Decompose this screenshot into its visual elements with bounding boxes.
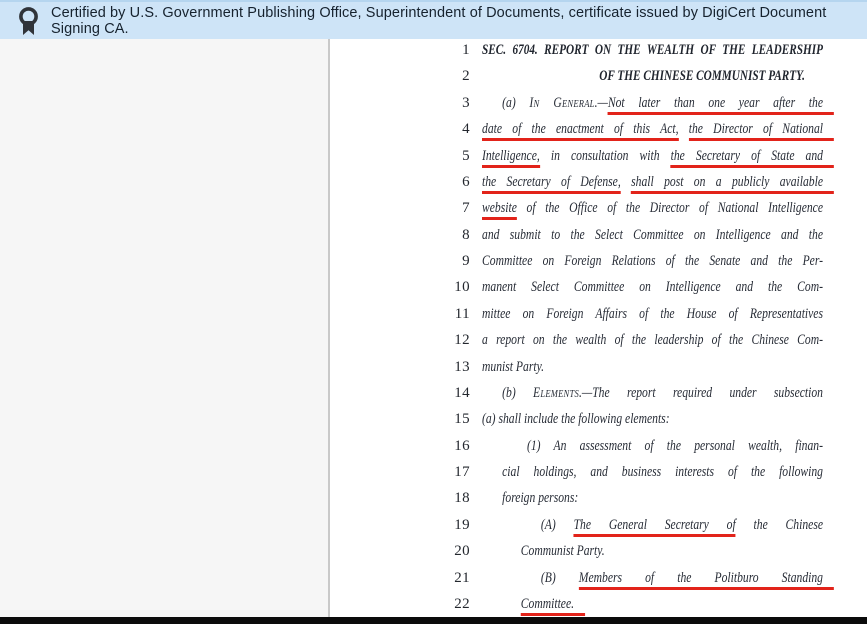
red-underline-annotation: date of the enactment of this Act, [482, 121, 678, 141]
line-number: 5 [462, 147, 470, 164]
line-text [482, 121, 823, 138]
line-text: (b) Elements.—The report required under subsection [502, 384, 823, 401]
line-number: 10 [454, 279, 470, 296]
document-line [330, 68, 867, 94]
red-underline-annotation: Intelligence, [482, 148, 540, 168]
line-text: munist Party. [482, 358, 545, 375]
line-text: (a) shall include the following elements: [482, 411, 670, 428]
line-number: 13 [454, 358, 470, 375]
document-line [330, 490, 867, 516]
line-text: mittee on Foreign Affairs of the House of Representatives [482, 305, 823, 322]
line-number: 6 [462, 173, 470, 190]
line-text: (a) In General.—Not later than one year after the [482, 95, 823, 112]
line-number: 8 [462, 226, 470, 243]
line-text: a report on the wealth of the leadership of the Chinese Com- [482, 332, 823, 349]
document-line [330, 148, 867, 174]
line-number: 9 [462, 253, 470, 269]
line-text: Communist Party. [520, 543, 605, 560]
line-text: OF THE CHINESE COMMUNIST PARTY. [599, 68, 805, 85]
line-number: 21 [454, 569, 470, 586]
document-line [330, 253, 867, 279]
document-line [330, 279, 867, 305]
red-underline-annotation: shall post on a publicly available [631, 174, 834, 194]
document-line [330, 517, 867, 543]
line-number: 18 [454, 490, 470, 507]
line-number: 3 [462, 94, 470, 111]
line-number: 11 [454, 305, 470, 322]
line-number: 20 [454, 543, 470, 560]
line-number: 22 [454, 595, 470, 612]
red-underline-annotation: The General Secretary of [574, 517, 736, 537]
document-line [330, 332, 867, 358]
document-line [330, 543, 867, 569]
line-text: foreign persons: [502, 490, 579, 507]
line-number: 4 [462, 121, 470, 138]
line-text: website of the Office of the Director of National Intelligence [482, 200, 823, 217]
document-line [330, 95, 867, 121]
document-line [330, 42, 867, 68]
line-text: (B) Members of the Politburo Standing [482, 570, 823, 587]
line-number: 7 [462, 200, 470, 217]
line-number: 19 [454, 516, 470, 533]
line-text: SEC. 6704. REPORT ON THE WEALTH OF THE LEADERSHIP [482, 42, 823, 58]
document-line [330, 359, 867, 385]
line-number: 15 [454, 411, 470, 428]
line-text: (1) An assessment of the personal wealth, finan- [526, 437, 823, 454]
document-line [330, 200, 867, 226]
red-underline-annotation: Committee. [521, 596, 585, 616]
document-line [330, 411, 867, 437]
document-line [330, 464, 867, 490]
line-number: 16 [454, 437, 470, 454]
document-line [330, 227, 867, 253]
document-lines [330, 39, 867, 622]
red-underline-annotation: the Director of National [689, 121, 834, 141]
line-number: 14 [454, 384, 470, 401]
red-underline-annotation: Members of the Politburo Standing [579, 570, 834, 590]
document-line [330, 570, 867, 596]
line-text: manent Select Committee on Intelligence and the Com- [482, 279, 823, 296]
pdf-page[interactable] [330, 39, 867, 624]
document-line [330, 306, 867, 332]
document-line [330, 438, 867, 464]
red-underline-annotation: Not later than one year after the [608, 95, 834, 115]
certificate-seal-icon [17, 6, 40, 36]
certification-text: Certified by U.S. Government Publishing Office, Superintendent of Documents, certificate issued by DigiCert Document Signing CA. [51, 4, 827, 37]
line-text: Committee on Foreign Relations of the Senate and the Per- [482, 253, 823, 269]
line-number: 12 [454, 332, 470, 349]
line-text: (A) The General Secretary of the Chinese [482, 517, 823, 534]
red-underline-annotation: the Secretary of State and [671, 148, 834, 168]
line-number: 1 [462, 42, 470, 58]
line-text [482, 174, 823, 191]
line-number: 17 [454, 464, 470, 480]
red-underline-annotation: the Secretary of Defense, [482, 174, 621, 194]
line-text: and submit to the Select Committee on Intelligence and the [482, 226, 823, 243]
certification-banner [0, 0, 867, 39]
window-bottom-edge [0, 617, 867, 624]
document-line [330, 385, 867, 411]
red-underline-annotation: website [482, 200, 517, 220]
viewer-left-canvas [0, 39, 330, 617]
line-text: Intelligence, in consultation with the Secretary of State and [482, 148, 823, 165]
document-line [330, 121, 867, 147]
line-text: cial holdings, and business interests of the following [502, 464, 823, 480]
document-line [330, 174, 867, 200]
line-text [482, 596, 823, 613]
line-number: 2 [462, 68, 470, 85]
